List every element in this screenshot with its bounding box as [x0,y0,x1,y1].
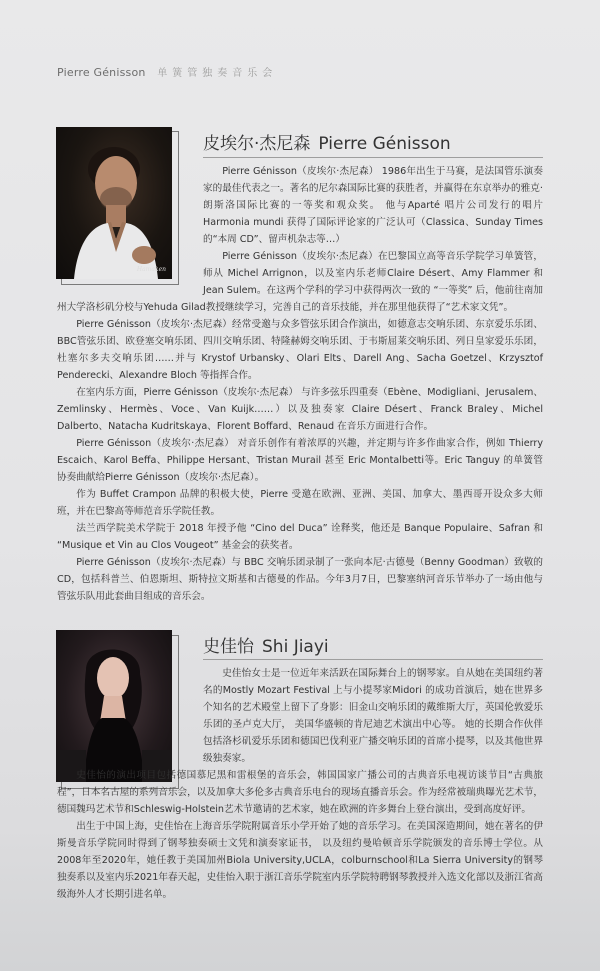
bio-paragraph: 法兰西学院美术学院于 2018 年授予他 “Cino del Duca” 诠释奖，他还是 Banque Populaire、Safran 和 “Musique et Vin au Clos Vougeot” 基金会的获奖者。 [57,523,543,551]
artist2-divider [203,659,543,660]
photo-signature: Hamaken [136,266,166,273]
artist1-name [203,129,451,154]
bio-paragraph: Pierre Génisson（皮埃尔·杰尼森） 对音乐创作有着浓厚的兴趣，并定期与许多作曲家合作，例如 Thierry Escaich、Karol Beffa、Philippe Hersant、Tristan Murail 甚至 Eric Montalbetti等。Eric Tanguy 的单簧管协奏曲献给Pierre Génisson（皮埃尔·杰尼森）。 [57,438,543,483]
bio-paragraph: 史佳怡的演出项目包括德国慕尼黑和雷根堡的音乐会，韩国国家广播公司的古典音乐电视访谈节目“古典旅程”，日本名古屋的系列音乐会，以及加拿大多伦多古典音乐电台的现场直播音乐会。作为经常被瑞典曝光艺术节，德国魏玛艺术节和Schleswig-Holstein艺术节邀请的艺术家，她在欧洲的许多舞台上登台演出，受到高度好评。 [57,770,543,815]
photo-float-spacer [57,665,203,767]
artist1-name-cn: 皮埃尔·杰尼森 [203,134,311,154]
bio-paragraph: Pierre Génisson（皮埃尔·杰尼森）经常受邀与众多管弦乐团合作演出，如德意志交响乐团、东京爱乐乐团、BBC管弦乐团、欧登塞交响乐团、四川交响乐团、特隆赫姆交响乐团、于韦斯屈莱交响乐团、列日皇家爱乐乐团，杜塞尔多夫交响乐团……并与 Krystof Urbansky、Olari Elts、Darell Ang、Sacha Goetzel、Krzysztof Penderecki、Alexandre Bloch 等指挥合作。 [57,319,543,381]
concert-header [57,64,277,79]
photo-float-spacer [57,163,203,299]
header-subtitle: 单簧管独奏音乐会 [157,68,278,79]
artist2-name [203,632,329,657]
artist2-name-cn: 史佳怡 [203,637,254,657]
bio-paragraph: Pierre Génisson（皮埃尔·杰尼森） 1986年出生于马赛，是法国管乐演奏家的最佳代表之一。著名的尼尔森国际比赛的获胜者，并赢得在东京举办的雅克·朗斯洛国际比赛的一等奖和观众奖。 他与Aparté 唱片公司发行的唱片Harmonia mundi 获得了国际评论家的广泛认可（Classica、Sunday Times的“本周 CD”、留声机杂志等…） [203,166,543,245]
artist2-bio [57,665,543,903]
artist1-name-en: Pierre Génisson [318,134,451,154]
bio-paragraph: 在室内乐方面，Pierre Génisson（皮埃尔·杰尼森） 与许多弦乐四重奏（Ebène、Modigliani、Jerusalem、Zemlinsky、Hermès、Voce、Van Kuijk……）以及独奏家 Claire Désert、Franck Braley、Michel Dalberto、Natacha Kudritskaya、Florent Boffard、Renaud 在音乐方面进行合作。 [57,387,543,432]
header-artist-name: Pierre Génisson [57,66,146,79]
artist2-name-en: Shi Jiayi [262,637,329,657]
artist1-divider [203,157,543,158]
bio-paragraph: 史佳怡女士是一位近年来活跃在国际舞台上的钢琴家。自从她在美国纽约著名的Mostly Mozart Festival 上与小提琴家Midori 的成功首演后，她在世界多个知名的艺术殿堂上留下了身影：旧金山交响乐团的戴维斯大厅，英国伦敦爱乐乐团的圣卢克大厅， 美国华盛顿的肯尼迪艺术演出中心等。 她的长期合作伙伴包括洛杉矶爱乐乐团和德国巴伐利亚广播交响乐团的首席小提琴，以及其他世界级独奏家。 [203,668,543,764]
bio-paragraph: Pierre Génisson（皮埃尔·杰尼森）与 BBC 交响乐团录制了一张向本尼·古德曼（Benny Goodman）致敬的CD，包括科普兰、伯恩斯坦、斯特拉文斯基和古德曼的作品。今年3月7日，巴黎塞纳河音乐节举办了一场由他与管弦乐队用此套曲目组成的音乐会。 [57,557,543,602]
bio-paragraph: Pierre Génisson（皮埃尔·杰尼森）在巴黎国立高等音乐学院学习单簧管，师从 Michel Arrignon，以及室内乐老师Claire Désert、Amy Flammer 和 Jean Sulem。在这两个学科的学习中获得两次一致的 “一等奖” 后，他前往南加州大学洛杉矶分校与Yehuda Gilad教授继续学习，完善自己的音乐技能，并在那里他获得了“艺术家文凭”。 [57,251,543,313]
bio-paragraph: 出生于中国上海，史佳怡在上海音乐学院附属音乐小学开始了她的音乐学习。在美国深造期间，她在著名的伊斯曼音乐学院同时得到了钢琴独奏硕士文凭和演奏家证书， 以及纽约曼哈顿音乐学院颁发的音乐博士学位。从2008年至2020年，她任教于美国加州Biola University,UCLA，colburnschool和La Sierra University的钢琴独奏系以及室内乐2021年春天起，史佳怡入职于浙江音乐学院室内乐学院特聘钢琴教授并入选文化部以及浙江省高级海外人才长期引进名单。 [57,821,543,900]
bio-paragraph: 作为 Buffet Crampon 品牌的积极大使，Pierre 受邀在欧洲、亚洲、美国、加拿大、墨西哥开设众多大师班，并在巴黎高等师范音乐学院任教。 [57,489,543,517]
artist1-bio [57,163,543,605]
